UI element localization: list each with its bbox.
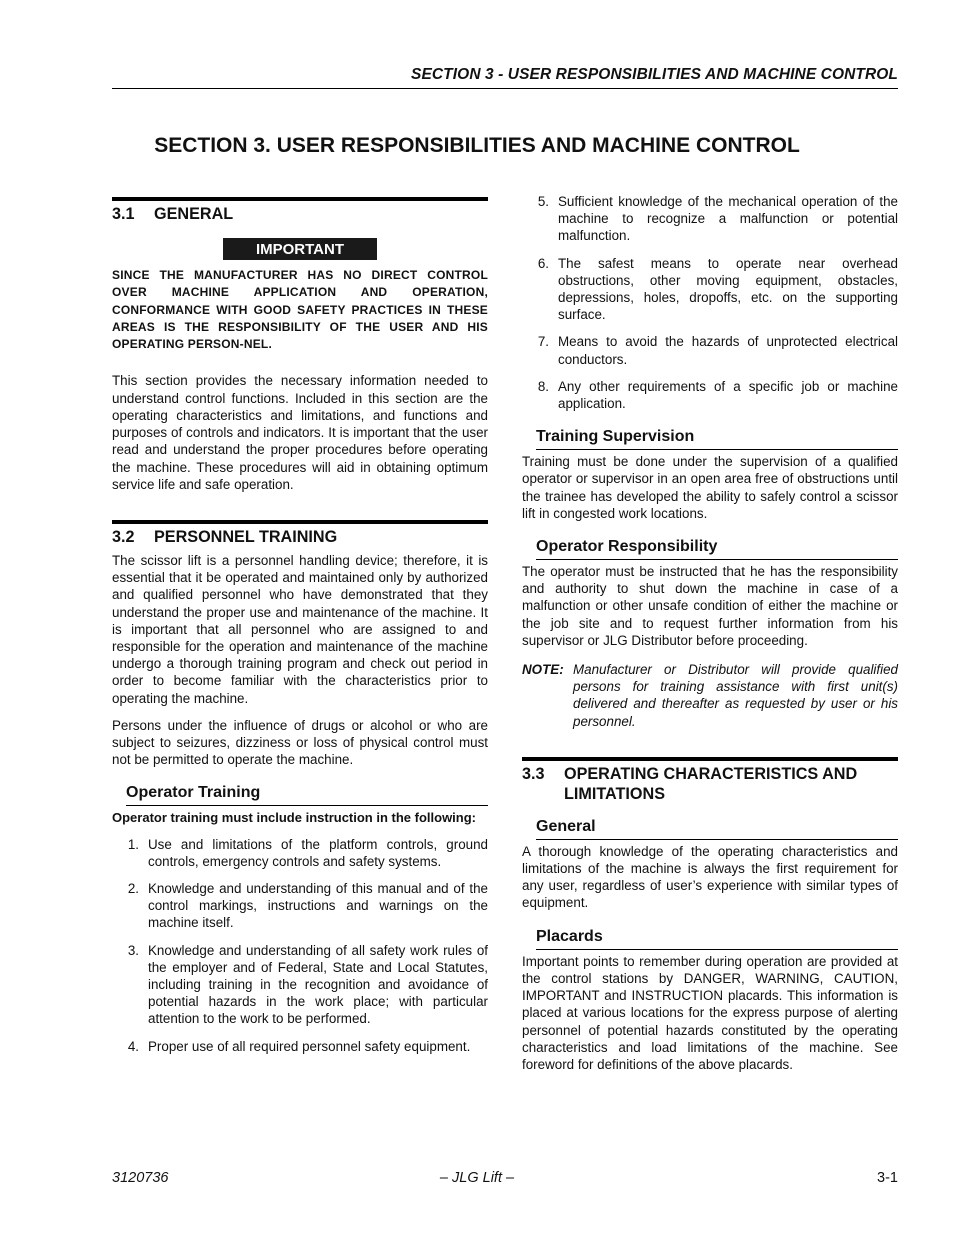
footer-page-number: 3-1	[877, 1170, 898, 1186]
operator-training-list-a	[112, 836, 488, 1055]
footer-center: – JLG Lift –	[439, 1170, 515, 1186]
personnel-training-p2: Persons under the influence of drugs or alcohol or who are subject to seizures, dizziness or loss of physical control must not be permitted to operate the machine.	[112, 717, 488, 768]
section-number: 3.2	[112, 527, 135, 546]
list-item: 5. Sufficient knowledge of the mechanical operation of the machine to recognize a malfunction or potential malfunction.	[537, 194, 898, 244]
operator-responsibility-heading: Operator Responsibility	[536, 537, 898, 560]
general-characteristics-body: A thorough knowledge of the operating characteristics and limitations of the machine is always the first requirement for any user, regardless of user’s experience with similar types of equipment.	[522, 843, 898, 911]
section-title: OPERATING CHARACTERISTICS AND LIMITATIONS	[564, 764, 858, 803]
list-item: 2. Knowledge and understanding of this manual and of the control markings, instructions and warnings on the machine itself.	[127, 880, 488, 931]
note-text: Manufacturer or Distributor will provide qualified persons for training assistance with first unit(s) delivered and thereafter as requested by user or his personnel.	[573, 662, 898, 729]
left-column	[112, 197, 488, 1055]
list-item: 4. Proper use of all required personnel safety equipment.	[127, 1038, 471, 1054]
section-title: PERSONNEL TRAINING	[154, 527, 338, 546]
placards-heading: Placards	[536, 927, 898, 950]
list-item: 8. Any other requirements of a specific job or machine application.	[537, 378, 898, 412]
note	[522, 661, 898, 730]
note-label: NOTE:	[522, 662, 564, 678]
section-3-2-heading	[112, 520, 488, 547]
section-number: 3.3	[522, 764, 545, 783]
operator-training-heading: Operator Training	[126, 783, 488, 806]
operator-responsibility-body: The operator must be instructed that he has the responsibility and authority to shut down the machine in case of a malfunction or other unsafe condition of either the machine or the job site and to request further information from his supervisor or JLG Distributor before proceeding.	[522, 564, 898, 648]
page-title: SECTION 3. USER RESPONSIBILITIES AND MACHINE CONTROL	[154, 134, 800, 157]
training-supervision-heading: Training Supervision	[536, 427, 898, 450]
list-item: 3. Knowledge and understanding of all safety work rules of the employer and of Federal, State and Local Statutes, including training in the recognition and avoidance of potential hazards in the work place; with particular attention to the work to be performed.	[127, 942, 488, 1027]
operator-training-list-b	[522, 193, 898, 412]
general-body: This section provides the necessary information needed to understand control functions. Included in this section are the operating characteristics and limitations, and functions and purposes of controls and indicators. It is important that the user read and understand the proper procedures before operating the machine. These procedures will aid in obtaining optimum service life and safe operation.	[112, 373, 488, 492]
list-item: 7. Means to avoid the hazards of unprotected electrical conductors.	[537, 334, 898, 367]
section-3-1-heading	[112, 197, 488, 224]
list-item: 1. Use and limitations of the platform controls, ground controls, emergency controls and safety systems.	[127, 836, 488, 869]
important-callout	[112, 238, 488, 260]
important-label: IMPORTANT	[223, 238, 377, 260]
placards-body: Important points to remember during operation are provided at the control stations by DANGER, WARNING, CAUTION, IMPORTANT and INSTRUCTION placards. This information is placed at various locations for the express purpose of alerting personnel of potential hazards constituted by the operating characteristics and load limitations of the machine. See foreword for definitions of the above placards.	[522, 953, 898, 1072]
important-text: SINCE THE MANUFACTURER HAS NO DIRECT CONTROL OVER MACHINE APPLICATION AND OPERATION, CONFORMANCE WITH GOOD SAFETY PRACTICES IN THESE AREAS IS THE RESPONSIBILITY OF THE USER AND HIS OPERATING PERSON-NEL.	[112, 268, 488, 352]
section-number: 3.1	[112, 205, 135, 223]
personnel-training-p1: The scissor lift is a personnel handling device; therefore, it is essential that it be operated and maintained only by authorized and qualified personnel who have demonstrated that they understand the proper use and maintenance of the machine. It is important that all personnel who are assigned to and responsible for the operation and maintenance of the machine undergo a thorough training program and check out period in order to become familiar with the characteristics prior to operating the machine.	[112, 552, 488, 706]
section-title: GENERAL	[154, 205, 234, 223]
general-heading: General	[536, 817, 898, 840]
right-column	[522, 193, 898, 1073]
list-item: 6. The safest means to operate near overhead obstructions, other moving equipment, obstacles, depressions, holes, dropoffs, etc. on the supporting surface.	[537, 255, 898, 323]
operator-training-intro: Operator training must include instruction in the following:	[112, 810, 476, 826]
header-rule	[112, 88, 898, 89]
footer-doc-number: 3120736	[112, 1170, 169, 1186]
running-header: SECTION 3 - USER RESPONSIBILITIES AND MACHINE CONTROL	[411, 66, 898, 83]
training-supervision-body: Training must be done under the supervision of a qualified operator or supervisor in an open area free of obstructions until the trainee has developed the ability to safely control a scissor lift in congested work locations.	[522, 454, 898, 521]
section-3-3-heading	[522, 757, 898, 804]
